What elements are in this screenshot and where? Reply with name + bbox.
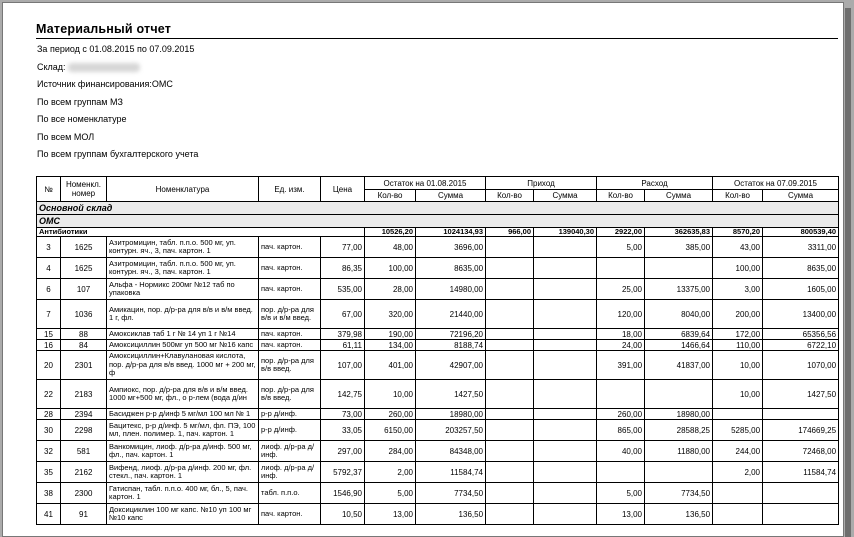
row-price: 67,00 bbox=[321, 300, 365, 329]
row-unit: пор. д/р-ра для в/в введ. bbox=[259, 380, 321, 409]
group-label: Основной склад bbox=[37, 202, 839, 215]
row-start-sum: 84348,00 bbox=[416, 441, 486, 462]
report-period: За период с 01.08.2015 по 07.09.2015 bbox=[37, 44, 195, 54]
row-out-sum bbox=[645, 258, 713, 279]
row-code: 2162 bbox=[61, 462, 107, 483]
row-out-qty bbox=[597, 258, 645, 279]
row-in-qty bbox=[486, 329, 534, 340]
row-end-sum: 1070,00 bbox=[763, 351, 839, 380]
row-price: 379,98 bbox=[321, 329, 365, 340]
row-end-qty bbox=[713, 483, 763, 504]
row-in-qty bbox=[486, 351, 534, 380]
category-start-sum: 1024134,93 bbox=[416, 228, 486, 237]
row-code: 88 bbox=[61, 329, 107, 340]
row-out-sum: 41837,00 bbox=[645, 351, 713, 380]
row-in-qty bbox=[486, 380, 534, 409]
row-start-qty: 190,00 bbox=[365, 329, 416, 340]
report-accounting: По всем группам бухгалтерского учета bbox=[37, 149, 199, 159]
row-start-sum: 14980,00 bbox=[416, 279, 486, 300]
row-start-sum: 72196,20 bbox=[416, 329, 486, 340]
row-in-qty bbox=[486, 483, 534, 504]
row-price: 33,05 bbox=[321, 420, 365, 441]
row-name: Азитромицин, табл. п.п.о. 500 мг, уп. контурн. яч., 3, пач. картон. 1 bbox=[107, 258, 259, 279]
row-start-qty: 320,00 bbox=[365, 300, 416, 329]
row-end-qty: 10,00 bbox=[713, 351, 763, 380]
row-out-sum: 6839,64 bbox=[645, 329, 713, 340]
row-end-qty: 110,00 bbox=[713, 340, 763, 351]
row-name: Амоксиклав таб 1 г № 14 уп 1 г №14 bbox=[107, 329, 259, 340]
table-row bbox=[37, 340, 839, 351]
header-nom-num: Номенкл. номер bbox=[61, 177, 107, 202]
row-in-sum bbox=[534, 279, 597, 300]
row-start-sum: 8635,00 bbox=[416, 258, 486, 279]
row-start-sum: 42907,00 bbox=[416, 351, 486, 380]
row-end-qty: 100,00 bbox=[713, 258, 763, 279]
material-table bbox=[36, 176, 839, 525]
row-num: 35 bbox=[37, 462, 61, 483]
row-start-sum: 21440,00 bbox=[416, 300, 486, 329]
row-num: 22 bbox=[37, 380, 61, 409]
row-end-sum: 11584,74 bbox=[763, 462, 839, 483]
category-start-qty: 10526,20 bbox=[365, 228, 416, 237]
table-row bbox=[37, 483, 839, 504]
row-end-qty: 43,00 bbox=[713, 237, 763, 258]
row-start-sum: 7734,50 bbox=[416, 483, 486, 504]
row-name: Альфа - Нормикс 200мг №12 таб по упаковка bbox=[107, 279, 259, 300]
row-num: 3 bbox=[37, 237, 61, 258]
row-num: 38 bbox=[37, 483, 61, 504]
row-code: 2301 bbox=[61, 351, 107, 380]
category-end-qty: 8570,20 bbox=[713, 228, 763, 237]
header-end-qty: Кол-во bbox=[713, 190, 763, 202]
row-code: 2298 bbox=[61, 420, 107, 441]
row-in-qty bbox=[486, 340, 534, 351]
row-in-qty bbox=[486, 409, 534, 420]
row-name: Вифенд, лиоф. д/р-ра д/инф. 200 мг, фл. стекл., пач. картон. 1 bbox=[107, 462, 259, 483]
row-code: 2300 bbox=[61, 483, 107, 504]
row-out-sum: 385,00 bbox=[645, 237, 713, 258]
warehouse-label: Склад: bbox=[37, 61, 66, 72]
header-out-sum: Сумма bbox=[645, 190, 713, 202]
row-out-sum: 136,50 bbox=[645, 504, 713, 525]
row-num: 6 bbox=[37, 279, 61, 300]
row-code: 2394 bbox=[61, 409, 107, 420]
report-page bbox=[2, 2, 844, 537]
table-row bbox=[37, 351, 839, 380]
row-out-qty: 25,00 bbox=[597, 279, 645, 300]
report-mol: По всем МОЛ bbox=[37, 131, 95, 142]
row-end-sum bbox=[763, 409, 839, 420]
row-start-qty: 48,00 bbox=[365, 237, 416, 258]
subgroup-label: ОМС bbox=[37, 215, 839, 228]
row-unit: пач. картон. bbox=[259, 258, 321, 279]
table-row bbox=[37, 504, 839, 525]
table-row bbox=[37, 279, 839, 300]
row-num: 7 bbox=[37, 300, 61, 329]
row-unit: пач. картон. bbox=[259, 329, 321, 340]
row-out-qty: 5,00 bbox=[597, 483, 645, 504]
header-price: Цена bbox=[321, 177, 365, 202]
row-name: Бацитекс, р-р д/инф. 5 мг/мл, фл. ПЭ, 100 мл, плен. полимер. 1, пач. картон. 1 bbox=[107, 420, 259, 441]
row-start-sum: 203257,50 bbox=[416, 420, 486, 441]
table-row bbox=[37, 420, 839, 441]
row-unit: табл. п.п.о. bbox=[259, 483, 321, 504]
row-in-qty bbox=[486, 300, 534, 329]
row-end-qty: 2,00 bbox=[713, 462, 763, 483]
row-end-sum: 6722,10 bbox=[763, 340, 839, 351]
row-code: 107 bbox=[61, 279, 107, 300]
row-name: Амоксициллин+Клавулановая кислота, пор. д/р-ра для в/в введ. 1000 мг + 200 мг, ф bbox=[107, 351, 259, 380]
row-start-qty: 5,00 bbox=[365, 483, 416, 504]
header-income: Приход bbox=[486, 177, 597, 190]
row-out-sum bbox=[645, 462, 713, 483]
row-start-qty: 13,00 bbox=[365, 504, 416, 525]
row-end-qty: 3,00 bbox=[713, 279, 763, 300]
row-out-qty: 391,00 bbox=[597, 351, 645, 380]
row-in-qty bbox=[486, 420, 534, 441]
row-start-qty: 401,00 bbox=[365, 351, 416, 380]
row-num: 30 bbox=[37, 420, 61, 441]
category-in-sum: 139040,30 bbox=[534, 228, 597, 237]
row-end-sum: 13400,00 bbox=[763, 300, 839, 329]
row-in-sum bbox=[534, 483, 597, 504]
header-expense: Расход bbox=[597, 177, 713, 190]
row-num: 32 bbox=[37, 441, 61, 462]
row-out-sum: 28588,25 bbox=[645, 420, 713, 441]
row-code: 581 bbox=[61, 441, 107, 462]
row-out-qty: 40,00 bbox=[597, 441, 645, 462]
row-unit: пач. картон. bbox=[259, 504, 321, 525]
row-out-qty bbox=[597, 380, 645, 409]
row-out-sum: 13375,00 bbox=[645, 279, 713, 300]
row-unit: пач. картон. bbox=[259, 279, 321, 300]
row-code: 84 bbox=[61, 340, 107, 351]
row-code: 2183 bbox=[61, 380, 107, 409]
page-shadow bbox=[845, 8, 851, 537]
row-unit: пор. д/р-ра для в/в введ. bbox=[259, 351, 321, 380]
row-out-qty: 24,00 bbox=[597, 340, 645, 351]
table-row bbox=[37, 380, 839, 409]
row-price: 10,50 bbox=[321, 504, 365, 525]
row-price: 535,00 bbox=[321, 279, 365, 300]
row-name: Ванкомицин, лиоф. д/р-ра д/инф. 500 мг, фл., пач. картон. 1 bbox=[107, 441, 259, 462]
row-in-qty bbox=[486, 279, 534, 300]
row-in-sum bbox=[534, 409, 597, 420]
header-end-sum: Сумма bbox=[763, 190, 839, 202]
row-num: 20 bbox=[37, 351, 61, 380]
row-in-sum bbox=[534, 351, 597, 380]
row-in-qty bbox=[486, 258, 534, 279]
row-in-sum bbox=[534, 237, 597, 258]
row-price: 77,00 bbox=[321, 237, 365, 258]
row-end-sum: 3311,00 bbox=[763, 237, 839, 258]
row-in-sum bbox=[534, 340, 597, 351]
row-in-sum bbox=[534, 504, 597, 525]
row-out-sum: 7734,50 bbox=[645, 483, 713, 504]
row-end-sum: 174669,25 bbox=[763, 420, 839, 441]
subgroup-row bbox=[37, 215, 839, 228]
row-unit: р-р д/инф. bbox=[259, 409, 321, 420]
row-end-qty bbox=[713, 409, 763, 420]
row-price: 73,00 bbox=[321, 409, 365, 420]
row-end-sum: 72468,00 bbox=[763, 441, 839, 462]
row-num: 16 bbox=[37, 340, 61, 351]
row-end-qty: 200,00 bbox=[713, 300, 763, 329]
row-out-sum: 18980,00 bbox=[645, 409, 713, 420]
table-body bbox=[37, 202, 839, 525]
category-end-sum: 800539,40 bbox=[763, 228, 839, 237]
row-start-sum: 18980,00 bbox=[416, 409, 486, 420]
row-price: 142,75 bbox=[321, 380, 365, 409]
row-start-qty: 100,00 bbox=[365, 258, 416, 279]
row-end-sum: 1605,00 bbox=[763, 279, 839, 300]
row-end-qty bbox=[713, 504, 763, 525]
row-price: 61,11 bbox=[321, 340, 365, 351]
row-out-sum: 1466,64 bbox=[645, 340, 713, 351]
report-nomenclature: По все номенклатуре bbox=[37, 114, 127, 124]
row-unit: р-р д/инф. bbox=[259, 420, 321, 441]
table-row bbox=[37, 329, 839, 340]
row-num: 15 bbox=[37, 329, 61, 340]
row-unit: лиоф. д/р-ра д/инф. bbox=[259, 441, 321, 462]
row-in-sum bbox=[534, 462, 597, 483]
row-end-qty: 10,00 bbox=[713, 380, 763, 409]
row-end-qty: 172,00 bbox=[713, 329, 763, 340]
row-out-qty: 120,00 bbox=[597, 300, 645, 329]
report-groups-mz: По всем группам МЗ bbox=[37, 96, 123, 107]
header-in-qty: Кол-во bbox=[486, 190, 534, 202]
redacted-warehouse bbox=[68, 63, 140, 72]
row-price: 86,35 bbox=[321, 258, 365, 279]
row-start-qty: 134,00 bbox=[365, 340, 416, 351]
row-out-qty: 260,00 bbox=[597, 409, 645, 420]
row-price: 297,00 bbox=[321, 441, 365, 462]
row-out-qty: 5,00 bbox=[597, 237, 645, 258]
row-unit: пач. картон. bbox=[259, 237, 321, 258]
row-code: 91 bbox=[61, 504, 107, 525]
category-in-qty: 966,00 bbox=[486, 228, 534, 237]
row-in-sum bbox=[534, 329, 597, 340]
row-in-qty bbox=[486, 462, 534, 483]
row-out-qty: 865,00 bbox=[597, 420, 645, 441]
row-out-qty: 13,00 bbox=[597, 504, 645, 525]
table-row bbox=[37, 300, 839, 329]
row-unit: лиоф. д/р-ра д/инф. bbox=[259, 462, 321, 483]
row-name: Ампиокс, пор. д/р-ра для в/в и в/м введ. 1000 мг+500 мг, фл., о р-лем (вода д/ин bbox=[107, 380, 259, 409]
row-name: Гатиспан, табл. п.п.о. 400 мг, бл., 5, пач. картон. 1 bbox=[107, 483, 259, 504]
row-out-qty: 18,00 bbox=[597, 329, 645, 340]
row-price: 1546,90 bbox=[321, 483, 365, 504]
row-in-qty bbox=[486, 504, 534, 525]
row-num: 28 bbox=[37, 409, 61, 420]
row-start-sum: 3696,00 bbox=[416, 237, 486, 258]
row-unit: пач. картон. bbox=[259, 340, 321, 351]
row-price: 5792,37 bbox=[321, 462, 365, 483]
row-out-qty bbox=[597, 462, 645, 483]
row-in-qty bbox=[486, 237, 534, 258]
row-out-sum: 8040,00 bbox=[645, 300, 713, 329]
row-num: 41 bbox=[37, 504, 61, 525]
header-unit: Ед. изм. bbox=[259, 177, 321, 202]
table-row bbox=[37, 409, 839, 420]
row-name: Басиджен р-р д/инф 5 мг/мл 100 мл № 1 bbox=[107, 409, 259, 420]
row-price: 107,00 bbox=[321, 351, 365, 380]
row-start-qty: 28,00 bbox=[365, 279, 416, 300]
row-out-sum bbox=[645, 380, 713, 409]
row-name: Доксициклин 100 мг капс. №10 уп 100 мг №10 капс bbox=[107, 504, 259, 525]
row-name: Амоксициллин 500мг уп 500 мг №16 капс bbox=[107, 340, 259, 351]
row-end-sum bbox=[763, 483, 839, 504]
header-nomenclature: Номенклатура bbox=[107, 177, 259, 202]
row-start-qty: 284,00 bbox=[365, 441, 416, 462]
row-code: 1625 bbox=[61, 237, 107, 258]
group-row bbox=[37, 202, 839, 215]
report-title: Материальный отчет bbox=[36, 22, 172, 36]
table-row bbox=[37, 462, 839, 483]
row-code: 1036 bbox=[61, 300, 107, 329]
row-name: Азитромицин, табл. п.п.о. 500 мг, уп. контурн. яч., 3, пач. картон. 1 bbox=[107, 237, 259, 258]
row-in-sum bbox=[534, 441, 597, 462]
title-divider bbox=[36, 38, 838, 39]
header-out-qty: Кол-во bbox=[597, 190, 645, 202]
row-out-sum: 11880,00 bbox=[645, 441, 713, 462]
row-in-sum bbox=[534, 420, 597, 441]
table-row bbox=[37, 441, 839, 462]
report-funding: Источник финансирования:ОМС bbox=[37, 79, 173, 89]
material-report bbox=[36, 21, 838, 522]
row-start-qty: 10,00 bbox=[365, 380, 416, 409]
report-warehouse bbox=[36, 59, 838, 77]
row-code: 1625 bbox=[61, 258, 107, 279]
header-start-sum: Сумма bbox=[416, 190, 486, 202]
row-end-sum: 1427,50 bbox=[763, 380, 839, 409]
category-name: Антибиотики bbox=[37, 228, 365, 237]
header-end-balance: Остаток на 07.09.2015 bbox=[713, 177, 839, 190]
header-in-sum: Сумма bbox=[534, 190, 597, 202]
category-row bbox=[37, 228, 839, 237]
row-start-sum: 1427,50 bbox=[416, 380, 486, 409]
category-out-sum: 362635,83 bbox=[645, 228, 713, 237]
table-row bbox=[37, 237, 839, 258]
row-start-qty: 6150,00 bbox=[365, 420, 416, 441]
row-start-qty: 260,00 bbox=[365, 409, 416, 420]
header-start-balance: Остаток на 01.08.2015 bbox=[365, 177, 486, 190]
header-num: № bbox=[37, 177, 61, 202]
row-name: Амикацин, пор. д/р-ра для в/в и в/м введ. 1 г, фл. bbox=[107, 300, 259, 329]
row-in-sum bbox=[534, 258, 597, 279]
row-in-sum bbox=[534, 380, 597, 409]
row-in-sum bbox=[534, 300, 597, 329]
row-in-qty bbox=[486, 441, 534, 462]
row-end-qty: 244,00 bbox=[713, 441, 763, 462]
header-start-qty: Кол-во bbox=[365, 190, 416, 202]
row-start-sum: 136,50 bbox=[416, 504, 486, 525]
row-end-qty: 5285,00 bbox=[713, 420, 763, 441]
table-row bbox=[37, 258, 839, 279]
category-out-qty: 2922,00 bbox=[597, 228, 645, 237]
row-unit: пор. д/р-ра для в/в и в/м введ. bbox=[259, 300, 321, 329]
row-start-qty: 2,00 bbox=[365, 462, 416, 483]
row-end-sum: 8635,00 bbox=[763, 258, 839, 279]
row-end-sum: 65356,56 bbox=[763, 329, 839, 340]
row-num: 4 bbox=[37, 258, 61, 279]
row-end-sum bbox=[763, 504, 839, 525]
row-start-sum: 11584,74 bbox=[416, 462, 486, 483]
row-start-sum: 8188,74 bbox=[416, 340, 486, 351]
